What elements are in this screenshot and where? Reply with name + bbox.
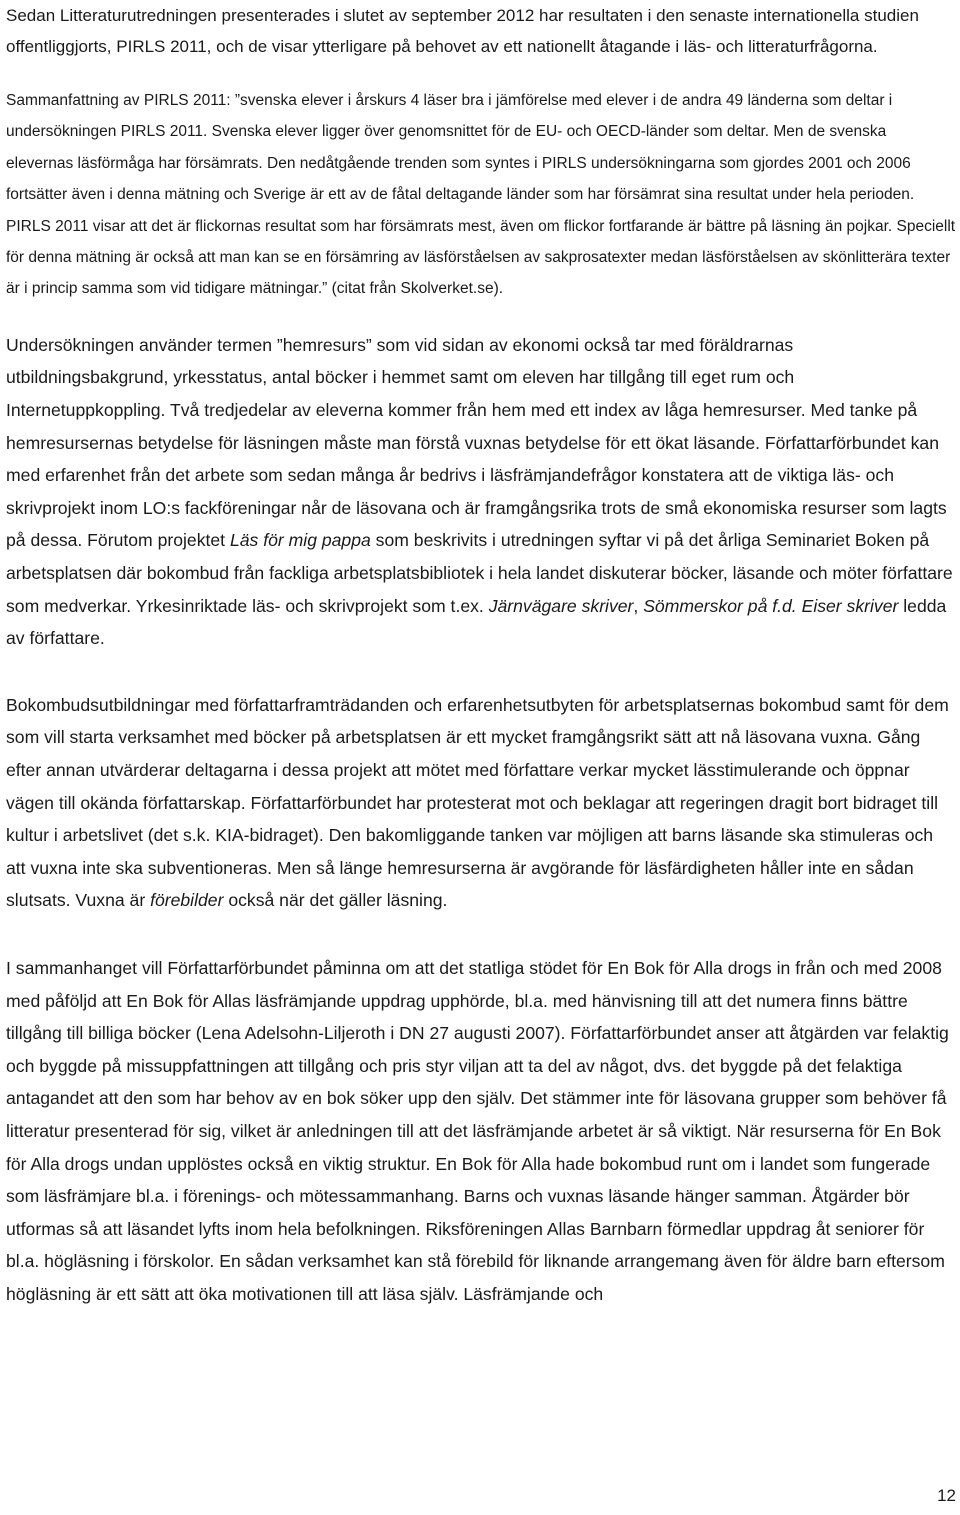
italic-title-text: Läs för mig pappa <box>229 530 371 551</box>
paragraph-hemresurs <box>6 329 956 655</box>
paragraph-text: I sammanhanget vill Författarförbundet påminna om att det statliga stödet för En Bok för Alla drogs in från och med 2008 med påföljd att En Bok för Allas läsfrämjande uppdrag upphörde, bl.a. med hänvisning till att det numera finns bättre tillgång till billiga böcker (Lena Adelsohn-Liljeroth i DN 27 augusti 2007). Författarförbundet anser att åtgärden var felaktig och byggde på missuppfattningen att tillgång och pris styr viljan att ta del av något, dvs. det byggde på det felaktiga antagandet att den som har behov av en bok söker upp den själv. Det stämmer inte för läsovana grupper som behöver få litteratur presenterad för sig, vilket är anledningen till att det läsfrämjande arbetet är så viktigt. När resurserna för En Bok för Alla drogs undan upplöstes också en viktig struktur. En Bok för Alla hade bokombud runt om i landet som fungerade som läsfrämjare bl.a. i förenings- och mötessammanhang. Barns och vuxnas läsande hänger samman. Åtgärder bör utformas så att läsandet lyfts inom hela befolkningen. Riksföreningen Allas Barnbarn förmedlar uppdrag åt seniorer för bl.a. högläsning i förskolor. En sådan verksamhet kan stå förebild för liknande arrangemang även för äldre barn eftersom högläsning är ett sätt att öka motivationen till att läsa själv. Läsfrämjande och <box>6 957 949 1304</box>
paragraph-text: också när det gäller läsning. <box>223 890 448 911</box>
paragraph-text: som beskrivits i utredningen syftar vi på det årliga Seminariet Boken på arbetsplatsen där bokombud från fackliga arbetsplatsbibliotek i hela landet diskuterar böcker, läsande och möter författare som medverkar. Yrkesinriktade läs- och skrivprojekt som t.ex. <box>6 530 953 616</box>
italic-title-text: Järnvägare skriver <box>488 595 634 616</box>
paragraph-sammanhang <box>6 952 956 1311</box>
italic-title-text: förebilder <box>150 890 224 911</box>
document-page <box>6 0 956 1310</box>
paragraph-text: , <box>633 595 644 616</box>
italic-title-text: Sömmerskor på f.d. Eiser skriver <box>643 595 899 616</box>
paragraph-text: Sedan Litteraturutredningen presenterades i slutet av september 2012 har resultaten i den senaste internationella studien offentliggjorts, PIRLS 2011, och de visar ytterligare på behovet av ett nationellt åtagande i läs- och litteraturfrågorna. <box>6 6 919 56</box>
paragraph-text: ledda av författare. <box>6 595 947 649</box>
paragraph-text: Bokombudsutbildningar med författarframträdanden och erfarenhetsutbyten för arbetsplatsernas bokombud samt för dem som vill starta verksamhet med böcker på arbetsplatsen är ett mycket framgångsrikt sätt att nå läsovana vuxna. Gång efter annan utvärderar deltagarna i dessa projekt att mötet med författare verkar mycket lässtimulerande och öppnar vägen till okända författarskap. Författarförbundet har protesterat mot och beklagar att regeringen dragit bort bidraget till kultur i arbetslivet (det s.k. KIA-bidraget). Den bakomliggande tanken var möjligen att barns läsande ska stimuleras och att vuxna inte ska subventioneras. Men så länge hemresurserna är avgörande för läsfärdigheten håller inte en sådan slutsats. Vuxna är <box>6 694 949 911</box>
paragraph-bokombud <box>6 689 956 917</box>
paragraph-text: Undersökningen använder termen ”hemresurs” som vid sidan av ekonomi också tar med föräldrarnas utbildningsbakgrund, yrkesstatus, antal böcker i hemmet samt om eleven har tillgång till eget rum och Internetuppkoppling. Två tredjedelar av eleverna kommer från hem med ett index av låga hemresurser. Med tanke på hemresursernas betydelse för läsningen måste man förstå vuxnas betydelse för ett ökat läsande. Författarförbundet kan med erfarenhet från det arbete som sedan många år bedrivs i läsfrämjandefrågor konstatera att de viktiga läs- och skrivprojekt inom LO:s fackföreningar når de läsovana och är framgångsrika trots de små ekonomiska resurser som lagts på dessa. Förutom projektet <box>6 334 947 551</box>
paragraph-text: Sammanfattning av PIRLS 2011: ”svenska elever i årskurs 4 läser bra i jämförelse med elever i de andra 49 länderna som deltar i undersökningen PIRLS 2011. Svenska elever ligger över genomsnittet för de EU- och OECD-länder som deltar. Men de svenska elevernas läsförmåga har försämrats. Den nedåtgående trenden som syntes i PIRLS undersökningarna som gjordes 2001 och 2006 fortsätter även i denna mätning och Sverige är ett av de fåtal deltagande länder som har försämrat sina resultat under hela perioden. PIRLS 2011 visar att det är flickornas resultat som har försämrats mest, även om flickor fortfarande är bättre på läsning än pojkar. Speciellt för denna mätning är också att man kan se en försämring av läsförståelsen av sakprosatexter medan läsförståelsen av skönlitterära texter är i princip samma som vid tidigare mätningar.” (citat från Skolverket.se). <box>6 92 956 298</box>
paragraph-intro <box>6 0 956 62</box>
paragraph-pirls-summary <box>6 85 956 305</box>
page-number: 12 <box>937 1486 956 1505</box>
